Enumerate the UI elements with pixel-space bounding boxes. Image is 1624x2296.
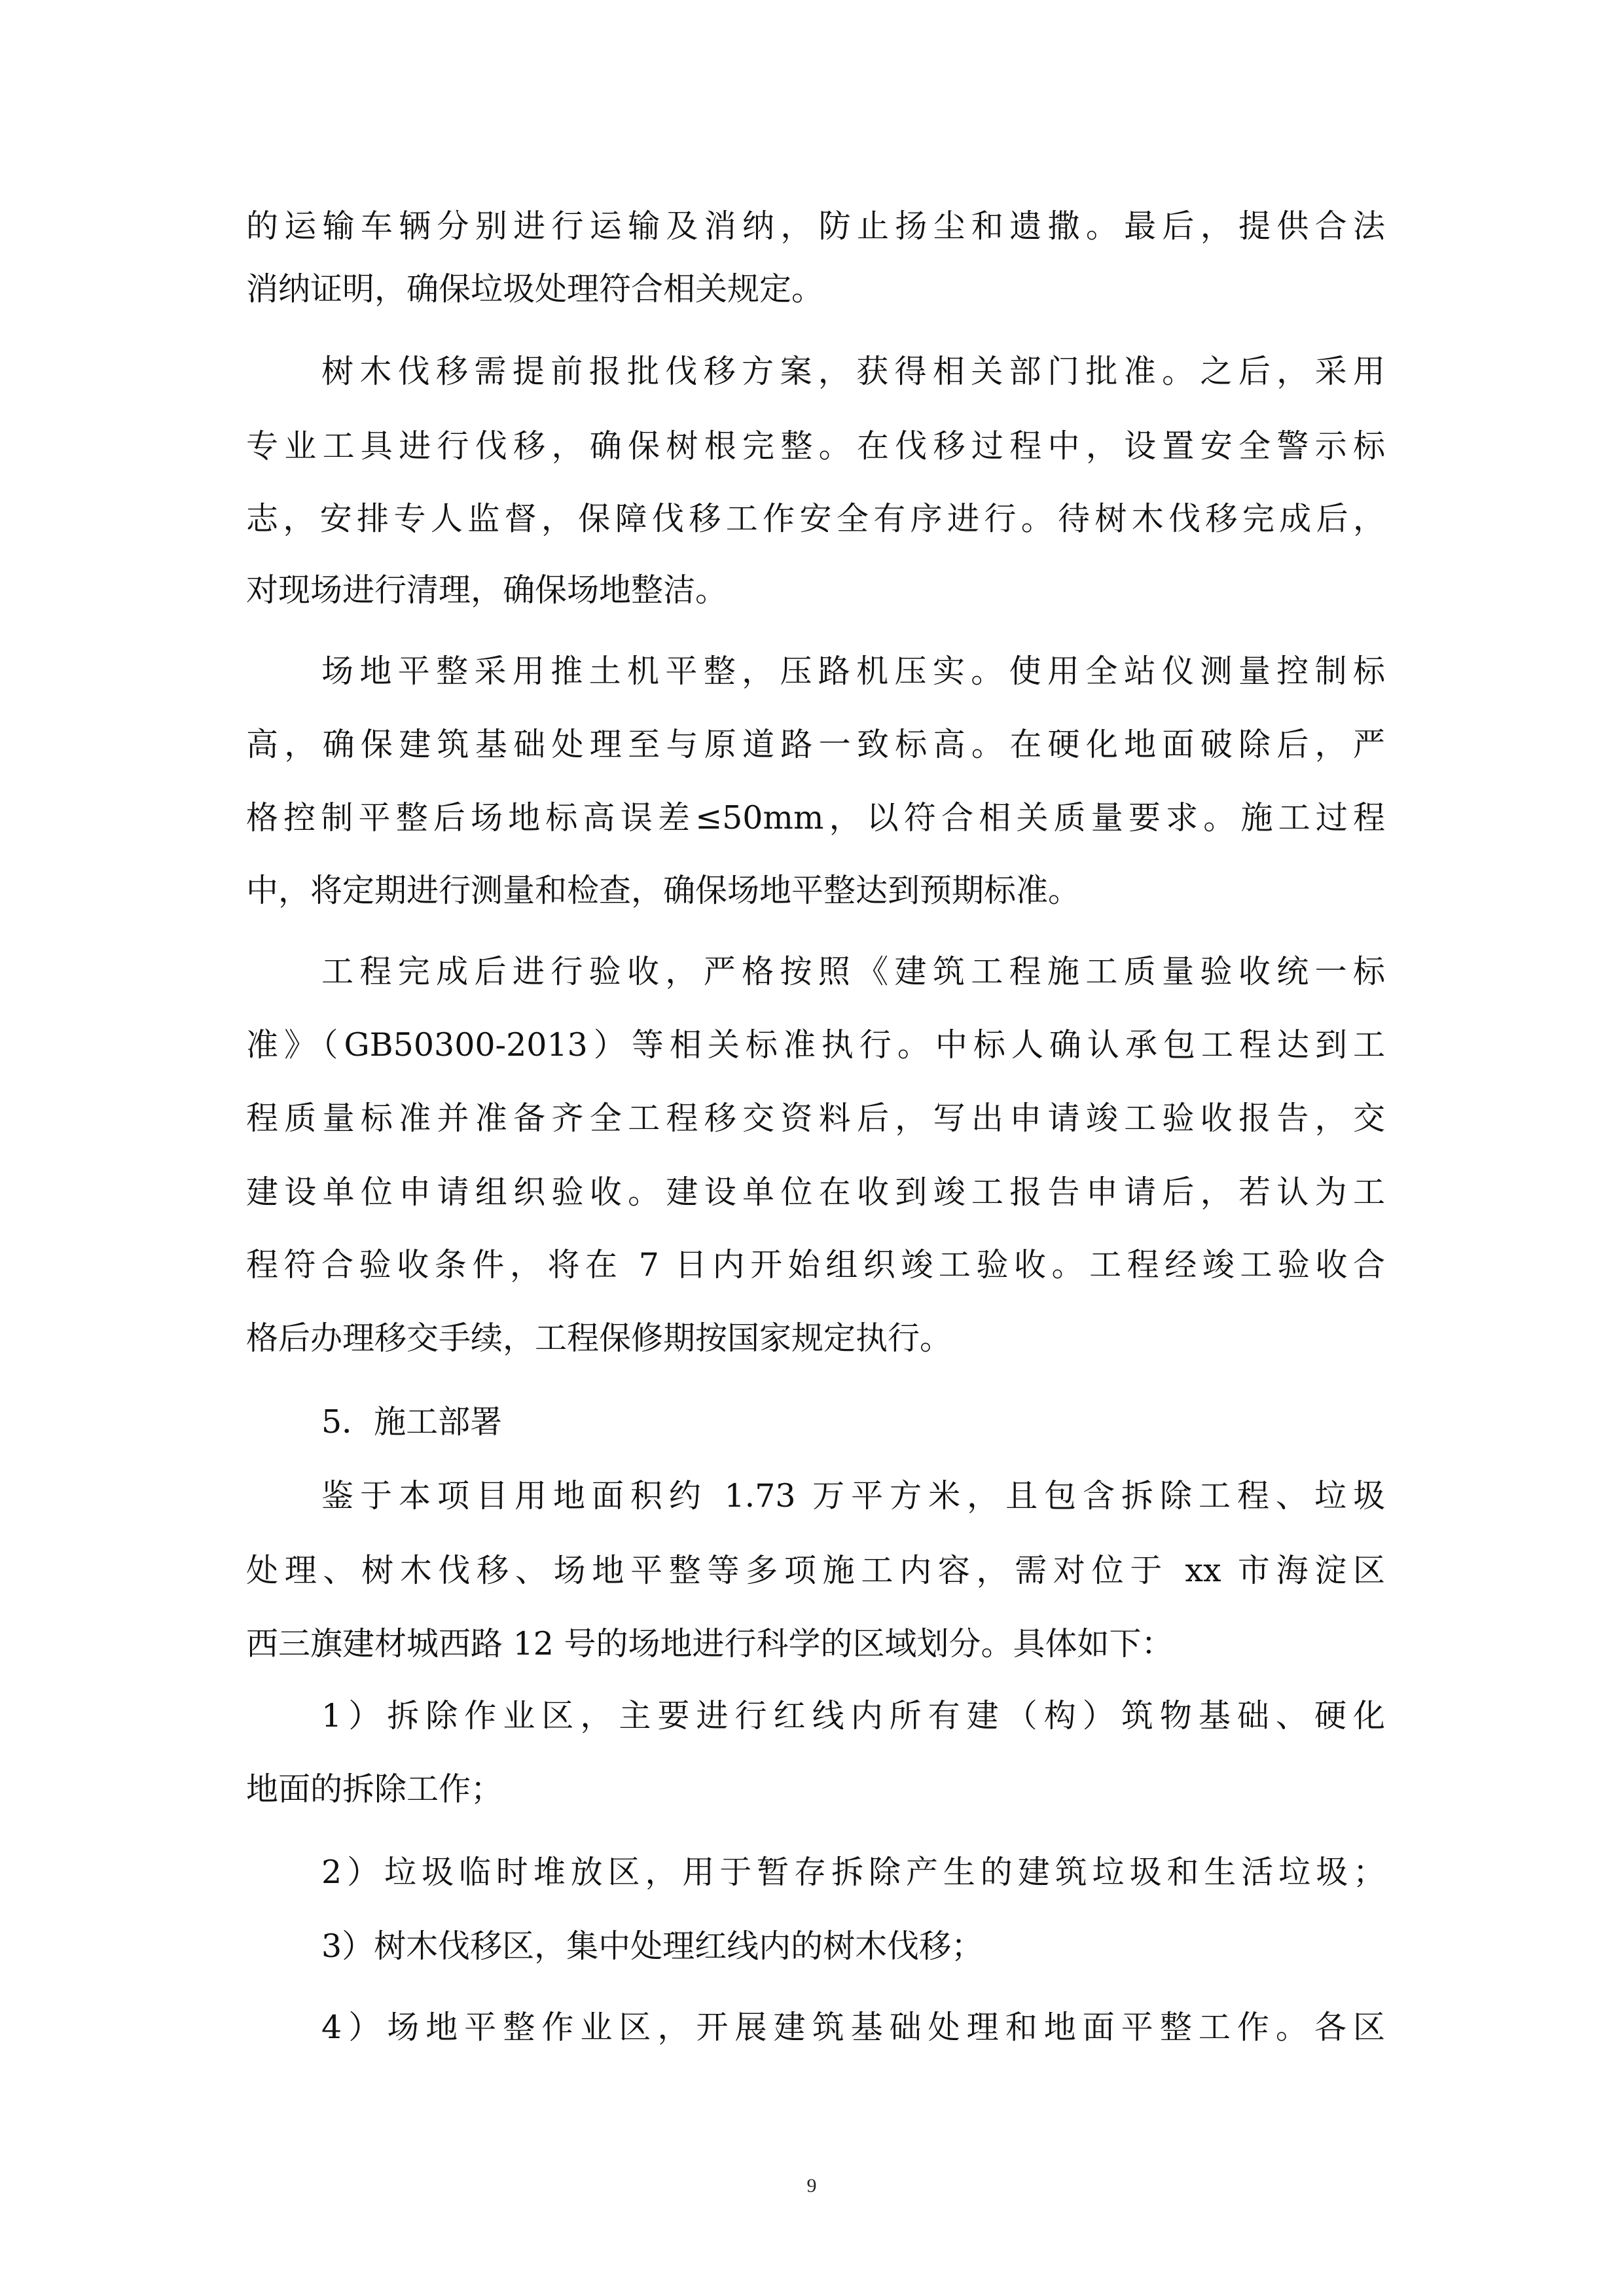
text-line: 西三旗建材城西路 12 号的场地进行科学的区域划分。具体如下： [246, 1625, 1174, 1662]
text-line: 专业工具进行伐移，确保树根完整。在伐移过程中，设置安全警示标 [246, 427, 1385, 465]
text-line: 程质量标准并准备齐全工程移交资料后，写出申请竣工验收报告，交 [246, 1100, 1385, 1137]
text-line: 场地平整采用推土机平整，压路机压实。使用全站仪测量控制标 [321, 653, 1385, 690]
list-item-line: 3）树木伐移区，集中处理红线内的树木伐移； [321, 1928, 984, 1965]
text-line: 鉴于本项目用地面积约 1.73 万平方米，且包含拆除工程、垃圾 [321, 1477, 1385, 1515]
text-line: 格控制平整后场地标高误差≤50mm，以符合相关质量要求。施工过程 [246, 799, 1385, 836]
text-line: 树木伐移需提前报批伐移方案，获得相关部门批准。之后，采用 [321, 353, 1385, 390]
text-line: 对现场进行清理，确保场地整洁。 [246, 571, 728, 609]
list-item-line: 2）垃圾临时堆放区，用于暂存拆除产生的建筑垃圾和生活垃圾； [321, 1854, 1385, 1891]
list-item-line: 地面的拆除工作； [246, 1770, 503, 1808]
text-line: 志，安排专人监督，保障伐移工作安全有序进行。待树木伐移完成后， [246, 500, 1385, 537]
text-line: 准》（GB50300-2013）等相关标准执行。中标人确认承包工程达到工 [246, 1026, 1385, 1064]
text-line: 格后办理移交手续，工程保修期按国家规定执行。 [246, 1319, 952, 1357]
text-line: 建设单位申请组织验收。建设单位在收到竣工报告申请后，若认为工 [246, 1174, 1385, 1211]
text-line: 消纳证明，确保垃圾处理符合相关规定。 [246, 270, 824, 308]
list-item-line: 1）拆除作业区，主要进行红线内所有建（构）筑物基础、硬化 [321, 1697, 1385, 1734]
list-item-line: 4）场地平整作业区，开展建筑基础处理和地面平整工作。各区 [321, 2009, 1385, 2046]
text-line: 处理、树木伐移、场地平整等多项施工内容，需对位于 xx 市海淀区 [246, 1552, 1385, 1589]
text-line: 程符合验收条件，将在 7 日内开始组织竣工验收。工程经竣工验收合 [246, 1246, 1385, 1283]
page-number: 9 [806, 2175, 817, 2197]
text-line: 中，将定期进行测量和检查，确保场地平整达到预期标准。 [246, 872, 1081, 909]
text-line: 的运输车辆分别进行运输及消纳，防止扬尘和遗撒。最后，提供合法 [246, 207, 1385, 245]
section-heading: 5．施工部署 [321, 1403, 503, 1441]
text-line: 高，确保建筑基础处理至与原道路一致标高。在硬化地面破除后，严 [246, 726, 1385, 763]
text-line: 工程完成后进行验收，严格按照《建筑工程施工质量验收统一标 [321, 953, 1385, 990]
